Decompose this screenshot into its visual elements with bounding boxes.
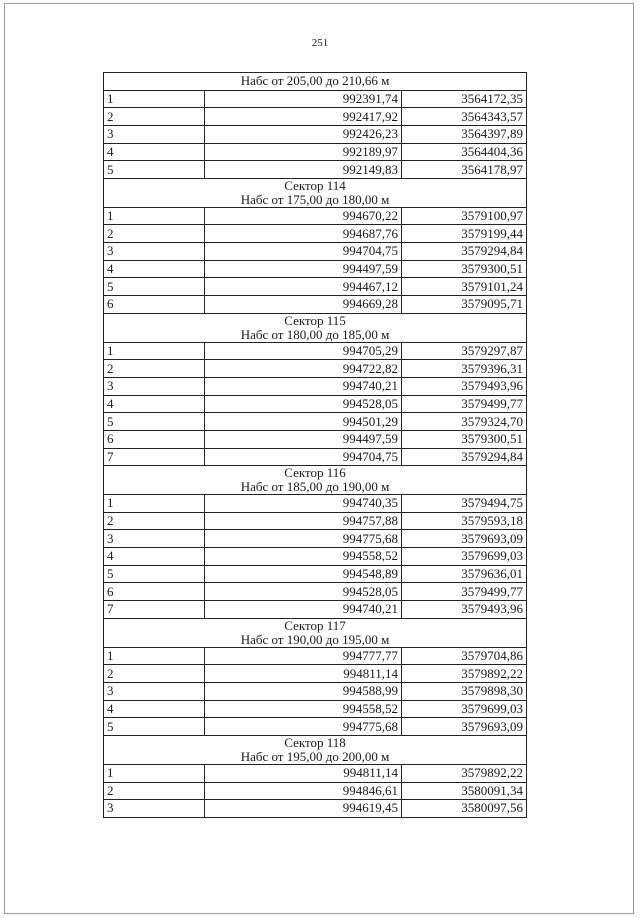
sector-header-row xyxy=(104,618,527,647)
table-row xyxy=(104,530,527,548)
table-row xyxy=(104,718,527,736)
point-number-cell: 3 xyxy=(104,530,205,548)
table-row xyxy=(104,665,527,683)
x-coordinate-cell: 994619,45 xyxy=(205,800,402,818)
table-row xyxy=(104,782,527,800)
point-number-cell: 5 xyxy=(104,565,205,583)
y-coordinate-cell: 3579892,22 xyxy=(402,764,527,782)
y-coordinate-cell: 3579297,87 xyxy=(402,342,527,360)
table-row xyxy=(104,360,527,378)
x-coordinate-cell: 994528,05 xyxy=(205,395,402,413)
y-coordinate-cell: 3579593,18 xyxy=(402,512,527,530)
x-coordinate-cell: 994501,29 xyxy=(205,413,402,431)
point-number-cell: 1 xyxy=(104,207,205,225)
point-number-cell: 6 xyxy=(104,583,205,601)
point-number-cell: 6 xyxy=(104,430,205,448)
point-number-cell: 5 xyxy=(104,161,205,179)
x-coordinate-cell: 994687,76 xyxy=(205,225,402,243)
sector-header-row xyxy=(104,466,527,495)
x-coordinate-cell: 992417,92 xyxy=(205,108,402,126)
y-coordinate-cell: 3579294,84 xyxy=(402,448,527,466)
sector-header-cell xyxy=(104,313,527,342)
y-coordinate-cell: 3579704,86 xyxy=(402,647,527,665)
x-coordinate-cell: 994704,75 xyxy=(205,448,402,466)
point-number-cell: 3 xyxy=(104,125,205,143)
sector-title: Сектор 118 xyxy=(284,735,346,750)
point-number-cell: 4 xyxy=(104,260,205,278)
point-number-cell: 1 xyxy=(104,342,205,360)
point-number-cell: 4 xyxy=(104,548,205,566)
table-row xyxy=(104,225,527,243)
y-coordinate-cell: 3564343,57 xyxy=(402,108,527,126)
point-number-cell: 2 xyxy=(104,512,205,530)
point-number-cell: 5 xyxy=(104,718,205,736)
sector-title: Сектор 114 xyxy=(284,178,346,193)
point-number-cell: 1 xyxy=(104,495,205,513)
y-coordinate-cell: 3579300,51 xyxy=(402,260,527,278)
y-coordinate-cell: 3564397,89 xyxy=(402,125,527,143)
x-coordinate-cell: 994528,05 xyxy=(205,583,402,601)
table-row xyxy=(104,601,527,619)
sector-title: Сектор 117 xyxy=(284,618,346,633)
height-range-label: Набс от 195,00 до 200,00 м xyxy=(240,748,390,764)
table-row xyxy=(104,260,527,278)
coordinates-table xyxy=(103,72,527,818)
x-coordinate-cell: 992189,97 xyxy=(205,143,402,161)
x-coordinate-cell: 994467,12 xyxy=(205,278,402,296)
x-coordinate-cell: 992391,74 xyxy=(205,90,402,108)
y-coordinate-cell: 3579693,09 xyxy=(402,718,527,736)
sector-title: Сектор 115 xyxy=(284,313,346,328)
x-coordinate-cell: 994740,21 xyxy=(205,377,402,395)
x-coordinate-cell: 994558,52 xyxy=(205,548,402,566)
table-row xyxy=(104,512,527,530)
x-coordinate-cell: 994811,14 xyxy=(205,665,402,683)
y-coordinate-cell: 3579294,84 xyxy=(402,243,527,261)
y-coordinate-cell: 3579300,51 xyxy=(402,430,527,448)
x-coordinate-cell: 994775,68 xyxy=(205,718,402,736)
point-number-cell: 2 xyxy=(104,108,205,126)
table-row xyxy=(104,413,527,431)
x-coordinate-cell: 994757,88 xyxy=(205,512,402,530)
height-range-label: Набс от 175,00 до 180,00 м xyxy=(240,191,390,207)
point-number-cell: 5 xyxy=(104,278,205,296)
page-number: 251 xyxy=(311,37,329,49)
point-number-cell: 2 xyxy=(104,360,205,378)
y-coordinate-cell: 3579095,71 xyxy=(402,296,527,314)
y-coordinate-cell: 3579324,70 xyxy=(402,413,527,431)
y-coordinate-cell: 3579396,31 xyxy=(402,360,527,378)
x-coordinate-cell: 994497,59 xyxy=(205,260,402,278)
sector-header-row xyxy=(104,73,527,91)
point-number-cell: 4 xyxy=(104,143,205,161)
table-row xyxy=(104,430,527,448)
table-row xyxy=(104,565,527,583)
table-row xyxy=(104,207,527,225)
point-number-cell: 3 xyxy=(104,800,205,818)
coordinates-table-body xyxy=(104,73,527,818)
table-row xyxy=(104,495,527,513)
table-row xyxy=(104,342,527,360)
sector-header-cell xyxy=(104,178,527,207)
y-coordinate-cell: 3579499,77 xyxy=(402,583,527,601)
x-coordinate-cell: 994846,61 xyxy=(205,782,402,800)
sector-header-row xyxy=(104,178,527,207)
table-row xyxy=(104,125,527,143)
point-number-cell: 3 xyxy=(104,243,205,261)
y-coordinate-cell: 3579898,30 xyxy=(402,682,527,700)
table-row xyxy=(104,764,527,782)
table-row xyxy=(104,278,527,296)
y-coordinate-cell: 3579199,44 xyxy=(402,225,527,243)
x-coordinate-cell: 994558,52 xyxy=(205,700,402,718)
height-range-label: Набс от 205,00 до 210,66 м xyxy=(240,73,390,89)
table-row xyxy=(104,548,527,566)
table-row xyxy=(104,700,527,718)
x-coordinate-cell: 994705,29 xyxy=(205,342,402,360)
y-coordinate-cell: 3579693,09 xyxy=(402,530,527,548)
point-number-cell: 6 xyxy=(104,296,205,314)
point-number-cell: 3 xyxy=(104,377,205,395)
x-coordinate-cell: 992149,83 xyxy=(205,161,402,179)
table-row xyxy=(104,108,527,126)
height-range-label: Набс от 180,00 до 185,00 м xyxy=(240,326,390,342)
y-coordinate-cell: 3579100,97 xyxy=(402,207,527,225)
point-number-cell: 2 xyxy=(104,225,205,243)
table-row xyxy=(104,800,527,818)
x-coordinate-cell: 994670,22 xyxy=(205,207,402,225)
height-range-label: Набс от 190,00 до 195,00 м xyxy=(240,631,390,647)
table-row xyxy=(104,583,527,601)
y-coordinate-cell: 3579493,96 xyxy=(402,601,527,619)
point-number-cell: 1 xyxy=(104,764,205,782)
point-number-cell: 2 xyxy=(104,665,205,683)
x-coordinate-cell: 994669,28 xyxy=(205,296,402,314)
sector-title: Сектор 116 xyxy=(284,465,346,481)
sector-header-cell xyxy=(104,466,527,495)
sector-header-row xyxy=(104,313,527,342)
x-coordinate-cell: 994740,35 xyxy=(205,495,402,513)
table-row xyxy=(104,143,527,161)
sector-header-cell xyxy=(104,618,527,647)
y-coordinate-cell: 3579101,24 xyxy=(402,278,527,296)
y-coordinate-cell: 3579892,22 xyxy=(402,665,527,683)
y-coordinate-cell: 3564404,36 xyxy=(402,143,527,161)
sector-header-row xyxy=(104,735,527,764)
y-coordinate-cell: 3579699,03 xyxy=(402,548,527,566)
y-coordinate-cell: 3564172,35 xyxy=(402,90,527,108)
table-row xyxy=(104,90,527,108)
x-coordinate-cell: 994704,75 xyxy=(205,243,402,261)
table-row xyxy=(104,377,527,395)
x-coordinate-cell: 992426,23 xyxy=(205,125,402,143)
y-coordinate-cell: 3579699,03 xyxy=(402,700,527,718)
x-coordinate-cell: 994777,77 xyxy=(205,647,402,665)
x-coordinate-cell: 994722,82 xyxy=(205,360,402,378)
y-coordinate-cell: 3579493,96 xyxy=(402,377,527,395)
point-number-cell: 1 xyxy=(104,647,205,665)
y-coordinate-cell: 3579636,01 xyxy=(402,565,527,583)
x-coordinate-cell: 994811,14 xyxy=(205,764,402,782)
point-number-cell: 3 xyxy=(104,682,205,700)
height-range-label: Набс от 185,00 до 190,00 м xyxy=(240,479,390,495)
point-number-cell: 2 xyxy=(104,782,205,800)
x-coordinate-cell: 994548,89 xyxy=(205,565,402,583)
table-row xyxy=(104,243,527,261)
x-coordinate-cell: 994497,59 xyxy=(205,430,402,448)
table-row xyxy=(104,448,527,466)
table-row xyxy=(104,395,527,413)
point-number-cell: 1 xyxy=(104,90,205,108)
x-coordinate-cell: 994740,21 xyxy=(205,601,402,619)
x-coordinate-cell: 994588,99 xyxy=(205,682,402,700)
point-number-cell: 4 xyxy=(104,395,205,413)
point-number-cell: 7 xyxy=(104,448,205,466)
sector-header-cell xyxy=(104,73,527,91)
y-coordinate-cell: 3580097,56 xyxy=(402,800,527,818)
y-coordinate-cell: 3564178,97 xyxy=(402,161,527,179)
table-row xyxy=(104,682,527,700)
x-coordinate-cell: 994775,68 xyxy=(205,530,402,548)
y-coordinate-cell: 3579499,77 xyxy=(402,395,527,413)
table-row xyxy=(104,161,527,179)
point-number-cell: 4 xyxy=(104,700,205,718)
table-row xyxy=(104,647,527,665)
sector-header-cell xyxy=(104,735,527,764)
table-row xyxy=(104,296,527,314)
y-coordinate-cell: 3580091,34 xyxy=(402,782,527,800)
point-number-cell: 7 xyxy=(104,601,205,619)
point-number-cell: 5 xyxy=(104,413,205,431)
y-coordinate-cell: 3579494,75 xyxy=(402,495,527,513)
